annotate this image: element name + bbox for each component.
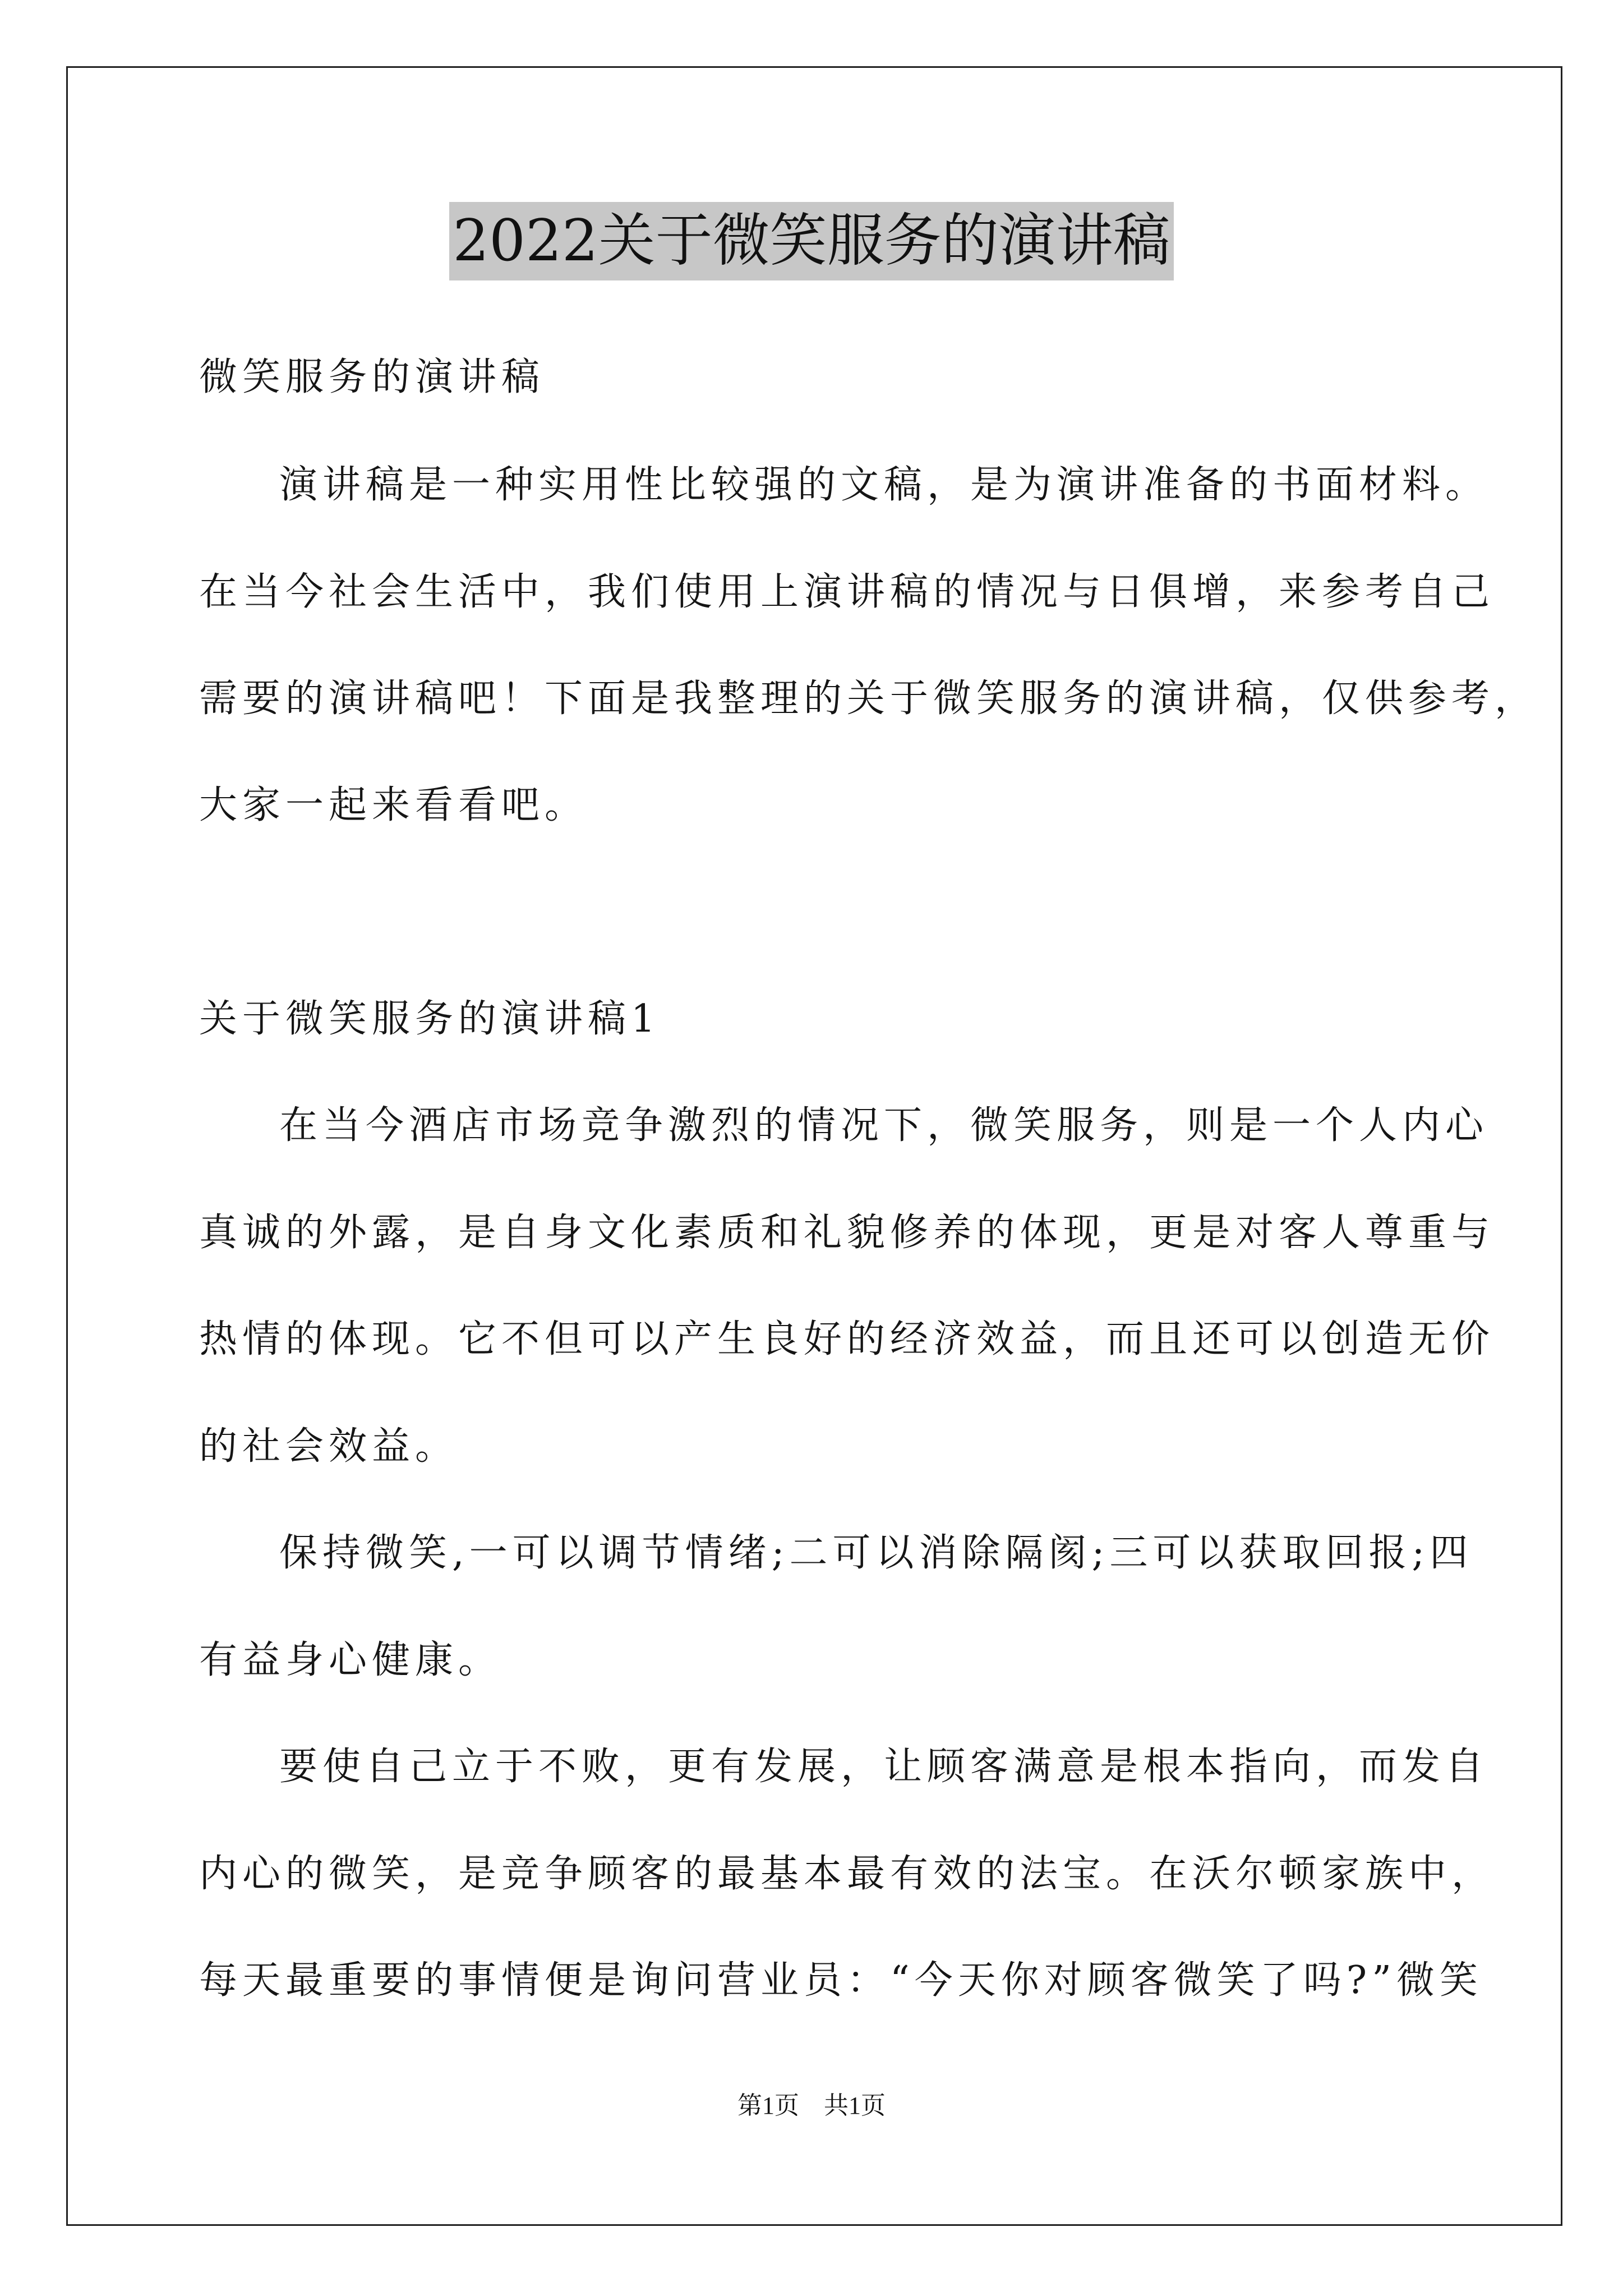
paragraph-line: 的社会效益。 bbox=[199, 1424, 459, 1469]
paragraph-line: 保持微笑,一可以调节情绪;二可以消除隔阂;三可以获取回报;四 bbox=[279, 1531, 1473, 1575]
paragraph-line: 演讲稿是一种实用性比较强的文稿，是为演讲准备的书面材料。 bbox=[279, 463, 1489, 507]
paragraph-line: 要使自己立于不败，更有发展，让顾客满意是根本指向，而发自 bbox=[279, 1745, 1489, 1789]
paragraph-line: 大家一起来看看吧。 bbox=[199, 783, 588, 827]
title-container bbox=[0, 202, 1623, 280]
paragraph-line: 在当今社会生活中，我们使用上演讲稿的情况与日俱增，来参考自己 bbox=[199, 570, 1495, 614]
subtitle: 微笑服务的演讲稿 bbox=[199, 355, 545, 399]
paragraph-line: 热情的体现。它不但可以产生良好的经济效益，而且还可以创造无价 bbox=[199, 1317, 1495, 1361]
paragraph-line: 在当今酒店市场竞争激烈的情况下，微笑服务，则是一个人内心 bbox=[279, 1103, 1489, 1148]
paragraph-line: 需要的演讲稿吧！下面是我整理的关于微笑服务的演讲稿，仅供参考， bbox=[199, 677, 1538, 721]
paragraph-line: 有益身心健康。 bbox=[199, 1638, 502, 1682]
document-title: 2022关于微笑服务的演讲稿 bbox=[449, 202, 1174, 280]
paragraph-line: 内心的微笑，是竞争顾客的最基本最有效的法宝。在沃尔顿家族中， bbox=[199, 1852, 1495, 1896]
section-heading: 关于微笑服务的演讲稿1 bbox=[199, 997, 661, 1041]
paragraph-line: 每天最重要的事情便是询问营业员：“今天你对顾客微笑了吗?”微笑 bbox=[199, 1958, 1483, 2003]
page-footer: 第1页 共1页 bbox=[737, 2092, 886, 2119]
paragraph-line: 真诚的外露，是自身文化素质和礼貌修养的体现，更是对客人尊重与 bbox=[199, 1211, 1495, 1255]
